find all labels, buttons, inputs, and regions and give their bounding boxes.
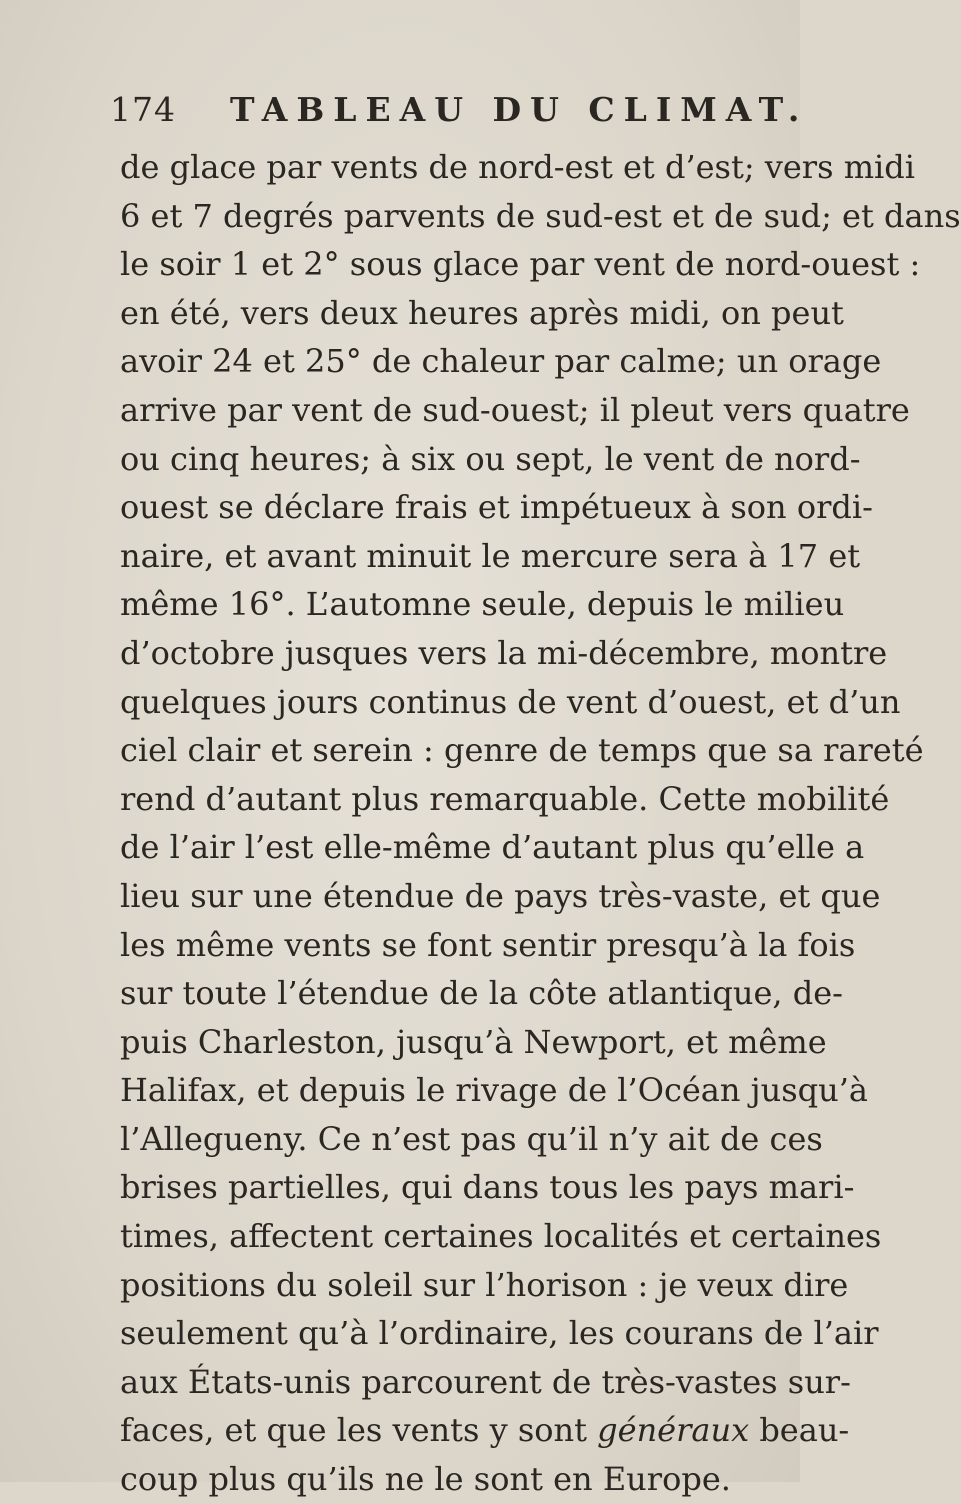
text-line: Halifax, et depuis le rivage de l’Océan jusqu’à [120,1071,868,1110]
text-line: 6 et 7 degrés parvents de sud-est et de sud; et dans [120,196,961,235]
text-line: seulement qu’à l’ordinaire, les courans de l’air [120,1314,879,1353]
text-line: aux États-unis parcourent de très-vastes sur- [120,1362,851,1401]
text-line: sur toute l’étendue de la côte atlantique, de- [120,974,843,1013]
text-line: ciel clair et serein : genre de temps que sa rareté [120,731,924,770]
text-line: lieu sur une étendue de pays très-vaste, et que [120,876,881,915]
text-line: ou cinq heures; à six ou sept, le vent de nord- [120,439,861,478]
text-line: l’Allegueny. Ce n’est pas qu’il n’y ait de ces [120,1119,823,1158]
text-line: rend d’autant plus remarquable. Cette mobilité [120,779,890,818]
text-line [120,1406,850,1455]
text-fragment: faces, et que les vents y sont [120,1411,598,1450]
text-line: de glace par vents de nord-est et d’est; vers midi [120,148,915,186]
text-line-final: coup plus qu’ils ne le sont en Europe. [120,1460,731,1499]
running-head [110,90,809,136]
running-title: TABLEAU DU CLIMAT. [230,90,809,129]
text-line: quelques jours continus de vent d’ouest, et d’un [120,682,901,721]
text-line: de l’air l’est elle-même d’autant plus qu’elle a [120,828,865,867]
text-line: même 16°. L’automne seule, depuis le milieu [120,585,845,624]
text-line: avoir 24 et 25° de chaleur par calme; un orage [120,342,882,381]
text-line: en été, vers deux heures après midi, on peut [120,293,844,332]
page-number: 174 [110,90,176,129]
text-line: arrive par vent de sud-ouest; il pleut vers quatre [120,390,910,429]
text-line: d’octobre jusques vers la mi-décembre, montre [120,633,888,672]
text-fragment: beau- [749,1411,850,1450]
text-line: le soir 1 et 2° sous glace par vent de nord-ouest : [120,245,921,284]
italic-word: généraux [597,1411,750,1450]
text-line: ouest se déclare frais et impétueux à son ordi- [120,488,873,527]
text-line: les même vents se font sentir presqu’à la fois [120,925,856,964]
text-line: puis Charleston, jusqu’à Newport, et même [120,1022,827,1061]
text-line: times, affectent certaines localités et certaines [120,1217,882,1256]
text-line: naire, et avant minuit le mercure sera à 17 et [120,536,861,575]
text-line: positions du soleil sur l’horison : je veux dire [120,1265,849,1304]
body-paragraph [120,143,961,1504]
text-line: brises partielles, qui dans tous les pays mari- [120,1168,855,1207]
